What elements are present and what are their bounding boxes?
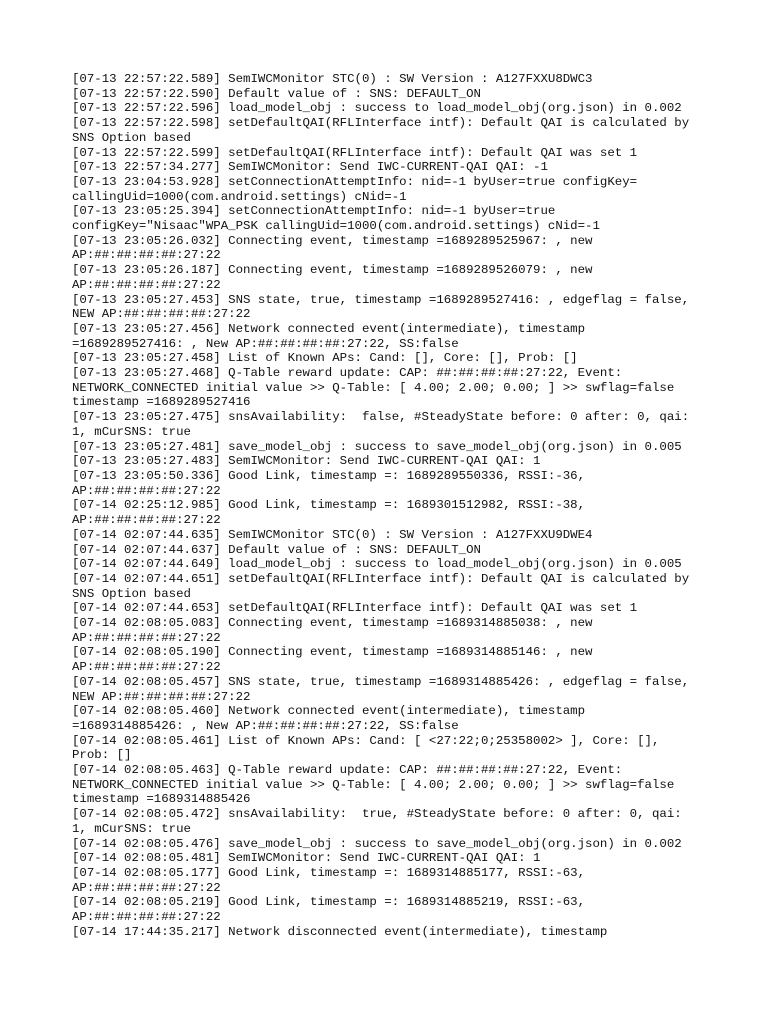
log-line: SNS Option based (72, 130, 191, 145)
log-line: configKey="Nisaac"WPA_PSK callingUid=1000(com.android.settings) cNid=-1 (72, 219, 600, 234)
log-line: [07-14 02:08:05.457] SNS state, true, timestamp =1689314885426: , edgeflag = false, (72, 674, 690, 689)
log-line: [07-13 23:05:26.032] Connecting event, timestamp =1689289525967: , new (72, 233, 593, 248)
log-line: AP:##:##:##:##:27:22 (72, 910, 221, 925)
log-line: [07-13 22:57:34.277] SemIWCMonitor: Send IWC-CURRENT-QAI QAI: -1 (72, 160, 548, 175)
log-line: NEW AP:##:##:##:##:27:22 (72, 689, 251, 704)
log-line: NETWORK_CONNECTED initial value >> Q-Table: [ 4.00; 2.00; 0.00; ] >> swflag=false (72, 380, 675, 395)
log-line: [07-14 02:08:05.219] Good Link, timestamp =: 1689314885219, RSSI:-63, (72, 895, 586, 910)
log-line: [07-14 02:08:05.460] Network connected event(intermediate), timestamp (72, 704, 586, 719)
log-line: [07-13 23:05:25.394] setConnectionAttemptInfo: nid=-1 byUser=true (72, 204, 556, 219)
log-line: [07-14 02:08:05.463] Q-Table reward update: CAP: ##:##:##:##:27:22, Event: (72, 763, 623, 778)
log-line: 1, mCurSNS: true (72, 821, 191, 836)
log-document (72, 72, 702, 939)
log-line: [07-13 22:57:22.590] Default value of : SNS: DEFAULT_ON (72, 86, 481, 101)
log-line: [07-13 23:05:27.468] Q-Table reward update: CAP: ##:##:##:##:27:22, Event: (72, 366, 623, 381)
log-line: [07-13 22:57:22.599] setDefaultQAI(RFLInterface intf): Default QAI was set 1 (72, 145, 638, 160)
log-line: [07-14 02:07:44.653] setDefaultQAI(RFLInterface intf): Default QAI was set 1 (72, 601, 638, 616)
log-line: [07-14 02:08:05.083] Connecting event, timestamp =1689314885038: , new (72, 616, 593, 631)
log-line: [07-14 02:07:44.635] SemIWCMonitor STC(0) : SW Version : A127FXXU9DWE4 (72, 527, 593, 542)
log-line: [07-13 22:57:22.596] load_model_obj : success to load_model_obj(org.json) in 0.002 (72, 101, 682, 116)
log-line: [07-14 02:07:44.649] load_model_obj : success to load_model_obj(org.json) in 0.005 (72, 557, 682, 572)
log-line: AP:##:##:##:##:27:22 (72, 880, 221, 895)
log-line: SNS Option based (72, 586, 191, 601)
log-line: Prob: [] (72, 748, 132, 763)
log-line: AP:##:##:##:##:27:22 (72, 660, 221, 675)
log-line: =1689314885426: , New AP:##:##:##:##:27:22, SS:false (72, 718, 459, 733)
log-line: AP:##:##:##:##:27:22 (72, 483, 221, 498)
log-line: AP:##:##:##:##:27:22 (72, 248, 221, 263)
log-line: [07-14 02:08:05.177] Good Link, timestamp =: 1689314885177, RSSI:-63, (72, 865, 586, 880)
log-line: AP:##:##:##:##:27:22 (72, 277, 221, 292)
log-line: [07-13 23:05:27.483] SemIWCMonitor: Send IWC-CURRENT-QAI QAI: 1 (72, 454, 541, 469)
log-line: AP:##:##:##:##:27:22 (72, 513, 221, 528)
log-line: [07-14 02:07:44.651] setDefaultQAI(RFLInterface intf): Default QAI is calculated by (72, 571, 690, 586)
log-line: [07-13 23:05:27.481] save_model_obj : success to save_model_obj(org.json) in 0.005 (72, 439, 682, 454)
log-line: [07-13 23:05:26.187] Connecting event, timestamp =1689289526079: , new (72, 263, 593, 278)
log-line: [07-14 02:07:44.637] Default value of : SNS: DEFAULT_ON (72, 542, 481, 557)
log-line: [07-14 02:08:05.461] List of Known APs: Cand: [ <27:22;0;25358002> ], Core: [], (72, 733, 660, 748)
log-line: 1, mCurSNS: true (72, 424, 191, 439)
log-line: [07-13 23:05:50.336] Good Link, timestamp =: 1689289550336, RSSI:-36, (72, 468, 586, 483)
log-line: NEW AP:##:##:##:##:27:22 (72, 307, 251, 322)
log-line: timestamp =1689289527416 (72, 395, 251, 410)
log-line: [07-14 02:08:05.472] snsAvailability: true, #SteadyState before: 0 after: 0, qai: (72, 807, 682, 822)
log-line: NETWORK_CONNECTED initial value >> Q-Table: [ 4.00; 2.00; 0.00; ] >> swflag=false (72, 777, 675, 792)
log-line: [07-13 23:05:27.453] SNS state, true, timestamp =1689289527416: , edgeflag = false, (72, 292, 690, 307)
log-line: [07-14 17:44:35.217] Network disconnected event(intermediate), timestamp (72, 924, 608, 939)
log-line: [07-14 02:08:05.481] SemIWCMonitor: Send IWC-CURRENT-QAI QAI: 1 (72, 851, 541, 866)
log-line: [07-13 23:04:53.928] setConnectionAttemptInfo: nid=-1 byUser=true configKey= (72, 174, 638, 189)
log-line: [07-13 23:05:27.456] Network connected event(intermediate), timestamp (72, 321, 586, 336)
log-line: [07-14 02:08:05.190] Connecting event, timestamp =1689314885146: , new (72, 645, 593, 660)
log-line: callingUid=1000(com.android.settings) cNid=-1 (72, 189, 407, 204)
log-line: [07-14 02:25:12.985] Good Link, timestamp =: 1689301512982, RSSI:-38, (72, 498, 586, 513)
log-line: =1689289527416: , New AP:##:##:##:##:27:22, SS:false (72, 336, 459, 351)
log-line: [07-13 22:57:22.589] SemIWCMonitor STC(0) : SW Version : A127FXXU8DWC3 (72, 72, 593, 86)
log-line: [07-13 23:05:27.458] List of Known APs: Cand: [], Core: [], Prob: [] (72, 351, 578, 366)
log-line: [07-13 22:57:22.598] setDefaultQAI(RFLInterface intf): Default QAI is calculated by (72, 116, 690, 131)
log-line: [07-13 23:05:27.475] snsAvailability: false, #SteadyState before: 0 after: 0, qai: (72, 410, 690, 425)
log-line: AP:##:##:##:##:27:22 (72, 630, 221, 645)
log-line: [07-14 02:08:05.476] save_model_obj : success to save_model_obj(org.json) in 0.002 (72, 836, 682, 851)
log-line: timestamp =1689314885426 (72, 792, 251, 807)
